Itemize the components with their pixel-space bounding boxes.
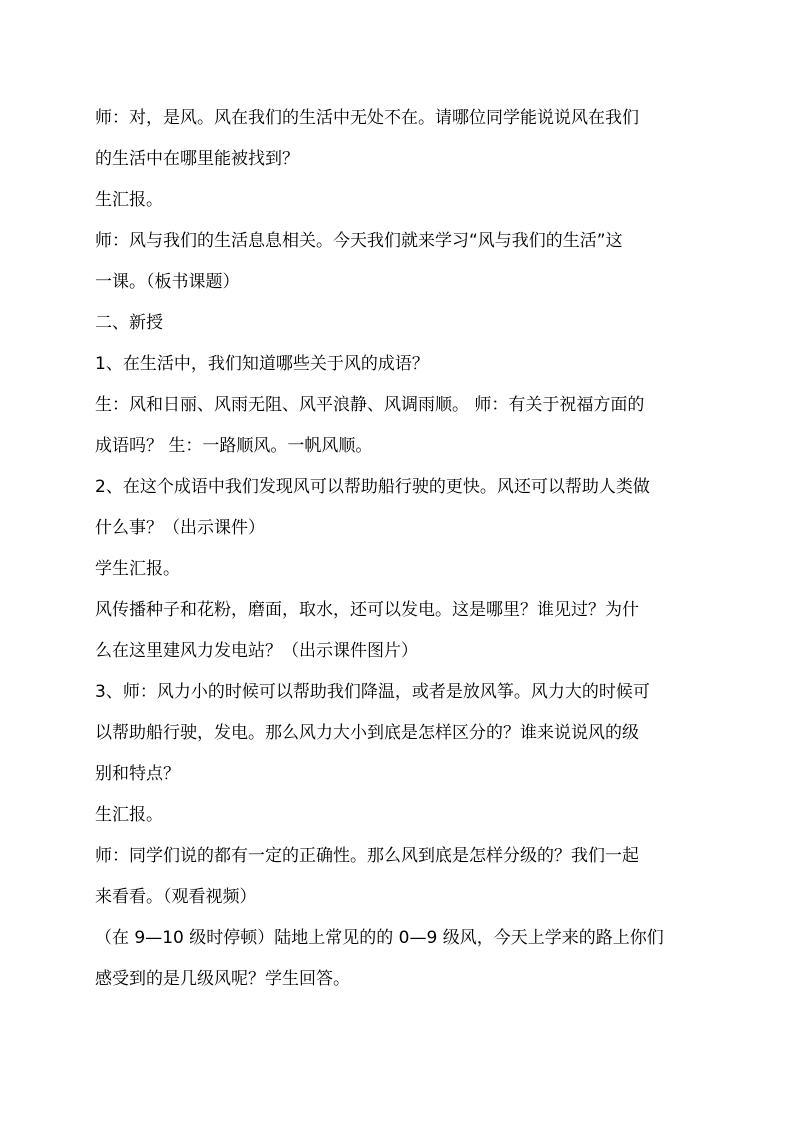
text-line: 别和特点？ <box>95 764 180 784</box>
text-line: 生汇报。 <box>95 190 163 210</box>
text-line: 师：对，是风。风在我们的生活中无处不在。请哪位同学能说说风在我们 <box>95 108 639 128</box>
text-line: 来看看。（观看视频） <box>95 887 257 907</box>
text-line: 么在这里建风力发电站？（出示课件图片） <box>95 641 418 661</box>
text-line: 师：风与我们的生活息息相关。今天我们就来学习“风与我们的生活”这 <box>95 231 623 251</box>
text-line: 1、在生活中，我们知道哪些关于风的成语？ <box>95 354 429 374</box>
text-line: 生汇报。 <box>95 805 163 825</box>
text-line: 师：同学们说的都有一定的正确性。那么风到底是怎样分级的？我们一起 <box>95 846 639 866</box>
text-line: 什么事？（出示课件） <box>95 518 265 538</box>
text-line: 的生活中在哪里能被找到？ <box>95 149 299 169</box>
text-line: 2、在这个成语中我们发现风可以帮助船行驶的更快。风还可以帮助人类做 <box>95 477 650 497</box>
text-line: 3、师：风力小的时候可以帮助我们降温，或者是放风筝。风力大的时候可 <box>95 682 650 702</box>
text-line: 成语吗？ 生：一路顺风。一帆风顺。 <box>95 436 373 456</box>
section-heading: 二、新授 <box>95 313 163 333</box>
text-line: 学生汇报。 <box>95 559 180 579</box>
text-line: 感受到的是几级风呢？学生回答。 <box>95 969 350 989</box>
text-line: 一课。（板书课题） <box>95 272 240 292</box>
text-line: 风传播种子和花粉，磨面，取水，还可以发电。这是哪里？谁见过？为什 <box>95 600 639 620</box>
document-body <box>95 98 705 1000</box>
text-line: （在 9—10 级时停顿）陆地上常见的的 0—9 级风，今天上学来的路上你们 <box>95 928 664 948</box>
text-line: 以帮助船行驶，发电。那么风力大小到底是怎样区分的？谁来说说风的级 <box>95 723 639 743</box>
text-line: 生：风和日丽、风雨无阻、风平浪静、风调雨顺。 师：有关于祝福方面的 <box>95 395 645 415</box>
